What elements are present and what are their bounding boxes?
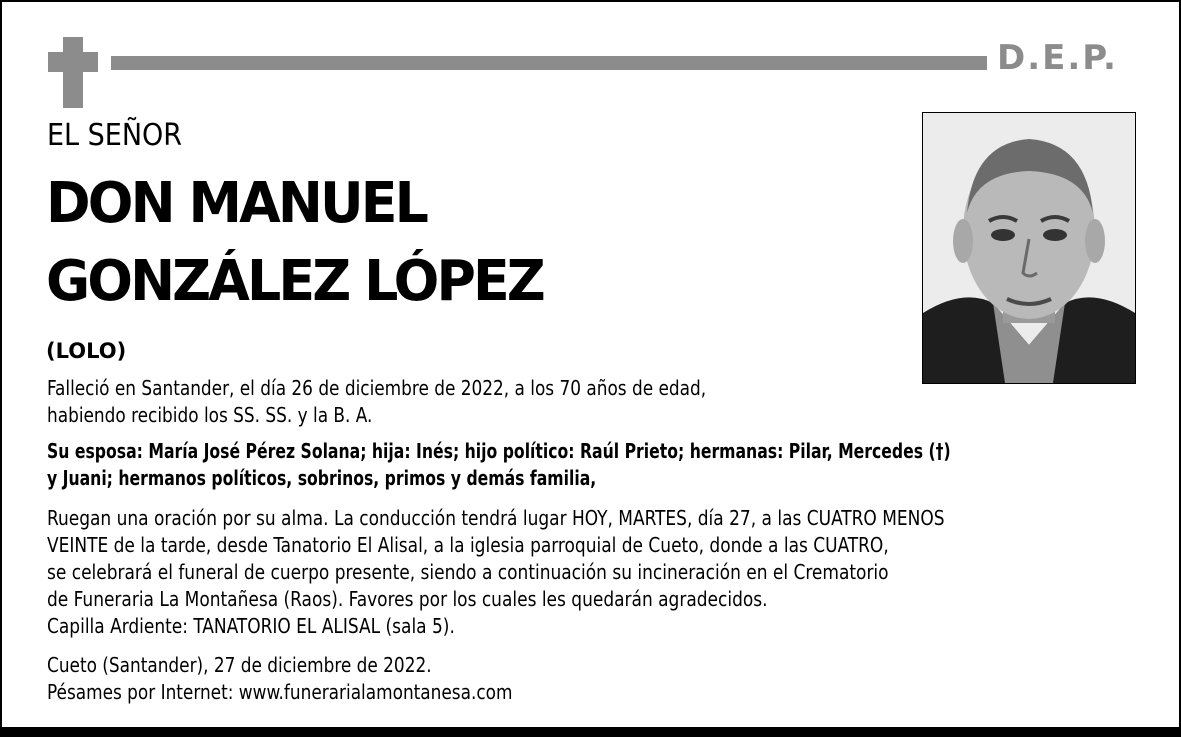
funeral-info (47, 505, 945, 640)
dep-label: D.E.P. (997, 38, 1118, 78)
deceased-nickname: (LOLO) (46, 339, 127, 363)
honorific: EL SEÑOR (47, 118, 183, 153)
condolences-website: Pésames por Internet: www.funerarialamontanesa.com (47, 680, 513, 704)
funeral-line: de Funeraria La Montañesa (Raos). Favores por los cuales les quedarán agradecidos. (47, 587, 768, 611)
family-line: Su esposa: María José Pérez Solana; hija: Inés; hijo político: Raúl Prieto; hermanas: Pilar, Mercedes (†) (47, 439, 951, 463)
deceased-name-line2: GONZÁLEZ LÓPEZ (46, 249, 543, 314)
family-list (47, 438, 951, 492)
funeral-line: Ruegan una oración por su alma. La conducción tendrá lugar HOY, MARTES, día 27, a las CUATRO MENOS (47, 506, 945, 530)
deceased-name-line1: DON MANUEL (46, 171, 426, 236)
death-notice-line: habiendo recibido los SS. SS. y la B. A. (47, 403, 373, 427)
family-line: y Juani; hermanos políticos, sobrinos, primos y demás familia, (47, 466, 597, 490)
closing-info (47, 652, 512, 706)
place-date: Cueto (Santander), 27 de diciembre de 2022. (47, 653, 432, 677)
header-rule (111, 56, 987, 70)
death-notice-line: Falleció en Santander, el día 26 de diciembre de 2022, a los 70 años de edad, (47, 376, 707, 400)
portrait-photo (922, 112, 1136, 384)
death-notice (47, 375, 706, 429)
funeral-line: VEINTE de la tarde, desde Tanatorio El Alisal, a la iglesia parroquial de Cueto, donde a las CUATRO, (47, 533, 889, 557)
funeral-line: Capilla Ardiente: TANATORIO EL ALISAL (sala 5). (47, 614, 455, 638)
bottom-rule (0, 727, 1181, 737)
funeral-line: se celebrará el funeral de cuerpo presente, siendo a continuación su incineración en el Crematorio (47, 560, 889, 584)
